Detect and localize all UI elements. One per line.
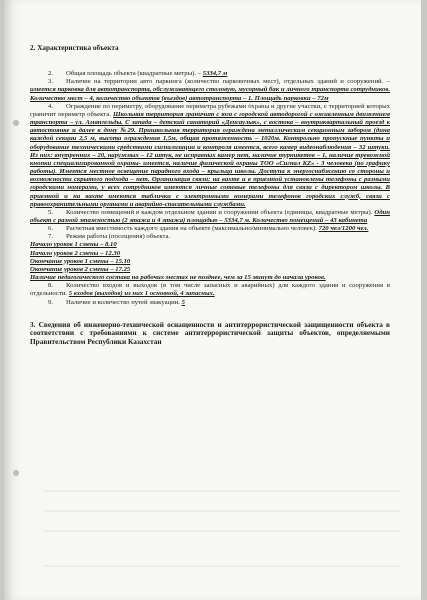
schedule-line: Начало уроков 1 смены – 8.10 [30, 241, 117, 249]
item-4: 4. Ограждение по периметру, оборудование периметра рубежами охраны и другие участки, с территорией которых граничит периметр объекта. Школьная территория граничит с юга с городской автодорогой с оживленным движением транспорта – ул. Амангельды. С запада – детский санаторий «Денсаулык», с востока – внутриквартальный проезд к автостоянке и далее к дому №29. Пришкольная территория ограждена металлическим секционным забором (дина каждой секции 2,5 м, высота ограждения 1,5м, общая протяженность – 1020м. Контрольно пропускные пункты и оборудование техническими средствами сигнализации и контроля имеется, всего камер видеонаблюдения – 32 штуки. Из них: внутренних – 20, наружных – 12 штук, не исправных камер нет, наличие турникетов – 1, наличие тревожной кнопки специализированной охраны- имеется, наличие физической охраны ТОО «Сигнал KZ» - 3 человека (по графику работы). Имеется местное освещение парадного входа – крыльца школы. Доступа к энергоснабжению со стороны и возможности скрытого подхода – нет. Организация связи: на вахте и в приемной установлены телефоны с разными городскими номерами, у всех сотрудников имеются личные сотовые телефоны для связи с директором школы. В приемной и на вахте имеются таблички с электронными номерами телефонов городских служб, связи с правоохранительными органами и аварийно-спасательными службами. [30, 102, 391, 208]
item-3: 3. Наличие на территории авто паркинга (количество парковочных мест), отдельных зданий и сооружений. – имеется парковка для автотранспорта, обслуживающего столовую, мусорный бак и личного транспорта сотрудников. Количество мест – 4, количество объектов (въездов) автотранспорта – 1. Площадь парковки – 72м [30, 78, 390, 102]
schedule-line: Окончание уроков 1 смены – 15.10 [30, 257, 131, 265]
schedule-line: Начало уроков 2 смены – 12.30 [30, 249, 121, 257]
item-9: 9. Наличие и количество путей эвакуации. 5 [48, 298, 185, 306]
binding-hole [13, 470, 19, 476]
item-8: 8. Количество входов и выходов (в том числе запасных и аварийных) для каждого здания и сооружения в отдельности. 5 входов (выходов) из них 1 основной, 4 запасных. [30, 282, 390, 298]
schedule-line: Окончание уроков 2 смены – 17.25 [30, 265, 131, 273]
schedule-note: Наличие педагогического состава на рабочих местах не позднее, чем за 15 минут до начала уроков. [30, 274, 326, 282]
item-6: 6. Расчетная вместимость каждого здания на объекте (максимально/минимально человек). 720 чел/1200 чел. [48, 225, 369, 233]
bleed-through [44, 565, 401, 567]
binding-hole [13, 120, 19, 126]
bleed-through [44, 530, 401, 532]
item-5: 5. Количество помещений в каждом отдельном здании и сооружении объекта (единицы, квадратные метры). Один объект с разной этажностью (2 этажа и 4 этажа) площадью – 5334,7 м. Количество помещений – 43 кабинета [30, 208, 390, 224]
item-2: 2. Общая площадь объекта (квадратные метры). – 5334,7 м [48, 70, 228, 78]
section-2-title: 2. Характеристика объекта [30, 44, 119, 52]
bleed-through [44, 510, 401, 512]
bleed-through [44, 490, 401, 492]
document-text [30, 44, 390, 346]
item-7: 7. Режим работы (посещения) объекта. [48, 233, 171, 241]
section-3-title: 3. Сведения об инженерно-технической оснащенности и антитеррористической защищенности объекта в соответствии с требованиями к системе антитеррористической защиты объектов, определяемыми Правительством Республики Казахстан [30, 319, 390, 346]
